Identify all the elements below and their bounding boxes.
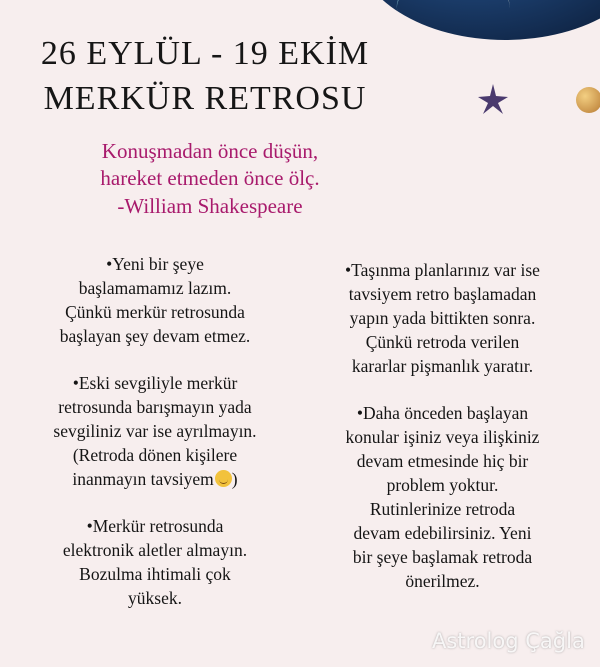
tip-line: başlayan şey devam etmez. bbox=[59, 326, 251, 346]
tip-line: inanmayın tavsiyem bbox=[72, 469, 214, 489]
quote-line: hareket etmeden önce ölç. bbox=[100, 166, 320, 190]
tip-line: başlamamamız lazım. bbox=[78, 278, 232, 298]
tip-item bbox=[300, 401, 585, 593]
tip-line: yüksek. bbox=[128, 588, 182, 608]
tip-item bbox=[20, 371, 290, 491]
tip-item bbox=[300, 258, 585, 378]
gold-planet-dot bbox=[576, 87, 600, 113]
star-icon bbox=[476, 82, 510, 116]
left-column bbox=[20, 252, 290, 633]
tip-line: Rutinlerinize retroda bbox=[369, 499, 516, 519]
tip-line: problem yoktur. bbox=[386, 475, 499, 495]
tip-item bbox=[20, 252, 290, 348]
right-column bbox=[300, 258, 585, 616]
tip-line: Çünkü retroda verilen bbox=[365, 332, 520, 352]
tip-line: tavsiyem retro başlamadan bbox=[348, 284, 537, 304]
tip-line: •Eski sevgiliyle merkür bbox=[72, 373, 238, 393]
tip-line: ) bbox=[231, 469, 238, 489]
tip-item bbox=[20, 514, 290, 610]
quote-line: Konuşmadan önce düşün, bbox=[101, 139, 319, 163]
tip-line: (Retroda dönen kişilere bbox=[72, 445, 238, 465]
tip-line: devam edebilirsiniz. Yeni bbox=[353, 523, 532, 543]
tip-line: konular işiniz veya ilişkiniz bbox=[345, 427, 540, 447]
tip-line: Çünkü merkür retrosunda bbox=[65, 302, 245, 322]
tip-line: retrosunda barışmayın yada bbox=[58, 397, 252, 417]
tip-line: kararlar pişmanlık yaratır. bbox=[351, 356, 534, 376]
title-heading: MERKÜR RETROSU bbox=[43, 80, 367, 117]
tip-line: sevgiliniz var ise ayrılmayın. bbox=[53, 421, 257, 441]
title-dates: 26 EYLÜL - 19 EKİM bbox=[40, 35, 370, 72]
tip-line: devam etmesinde hiç bir bbox=[356, 451, 529, 471]
tip-line: Bozulma ihtimali çok bbox=[79, 564, 231, 584]
watermark: Astrolog Çağla bbox=[432, 629, 585, 653]
tip-line: yapın yada bittikten sonra. bbox=[349, 308, 536, 328]
tip-line: •Merkür retrosunda bbox=[86, 516, 224, 536]
tip-line: elektronik aletler almayın. bbox=[62, 540, 248, 560]
tip-line: önerilmez. bbox=[405, 571, 480, 591]
quote-author: -William Shakespeare bbox=[117, 194, 303, 218]
tip-line: •Yeni bir şeye bbox=[106, 254, 204, 274]
tip-line: •Daha önceden başlayan bbox=[356, 403, 529, 423]
smiling-face-emoji bbox=[215, 470, 232, 487]
tip-line: bir şeye başlamak retroda bbox=[352, 547, 533, 567]
tip-line: •Taşınma planlarınız var ise bbox=[345, 260, 540, 280]
